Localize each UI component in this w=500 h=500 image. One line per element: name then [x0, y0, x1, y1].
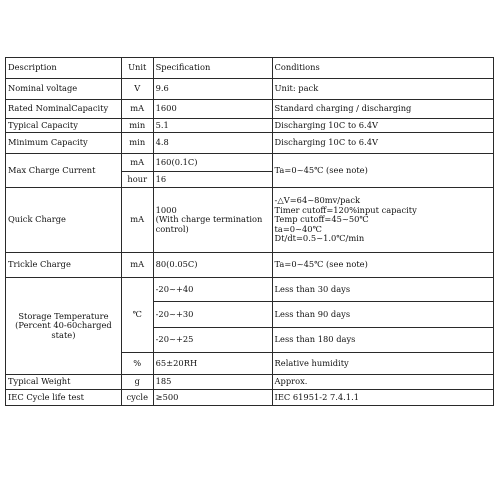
cell-unit: ℃	[121, 278, 153, 353]
table-row-nominal-voltage	[6, 79, 494, 100]
cell-description: Nominal voltage	[6, 79, 122, 100]
cell-conditions: IEC 61951-2 7.4.1.1	[272, 390, 493, 406]
header-description: Description	[6, 58, 122, 79]
cell-unit: %	[121, 353, 153, 375]
cell-conditions: Less than 90 days	[272, 302, 493, 328]
cell-spec: 185	[153, 375, 272, 390]
cell-description: Storage Temperature (Percent 40-60charged state)	[6, 278, 122, 375]
cell-unit: mA	[121, 100, 153, 119]
cell-spec: -20~+30	[153, 302, 272, 328]
cell-unit: hour	[121, 172, 153, 188]
cell-conditions: Standard charging / discharging	[272, 100, 493, 119]
table-row-storage-30-days	[6, 278, 494, 302]
cell-spec: 4.8	[153, 133, 272, 154]
cell-unit: min	[121, 133, 153, 154]
cell-spec: 160(0.1C)	[153, 154, 272, 172]
cell-spec: ≥500	[153, 390, 272, 406]
battery-spec-table	[5, 57, 494, 406]
cell-conditions: Relative humidity	[272, 353, 493, 375]
cell-spec: 16	[153, 172, 272, 188]
cell-conditions: Less than 30 days	[272, 278, 493, 302]
table-row-iec-cycle	[6, 390, 494, 406]
table-row-trickle-charge	[6, 253, 494, 278]
table-row-quick-charge	[6, 188, 494, 253]
cell-spec: 5.1	[153, 119, 272, 133]
cell-conditions: Approx.	[272, 375, 493, 390]
table-row-rated-capacity	[6, 100, 494, 119]
table-header-row	[6, 58, 494, 79]
header-unit: Unit	[121, 58, 153, 79]
cell-conditions: Discharging 10C to 6.4V	[272, 119, 493, 133]
cell-description: Minimum Capacity	[6, 133, 122, 154]
header-conditions: Conditions	[272, 58, 493, 79]
table-row-max-charge-current	[6, 154, 494, 172]
cell-conditions: Unit: pack	[272, 79, 493, 100]
cell-description: Quick Charge	[6, 188, 122, 253]
cell-conditions: Ta=0~45℃ (see note)	[272, 253, 493, 278]
table-row-typical-weight	[6, 375, 494, 390]
cell-unit: mA	[121, 154, 153, 172]
cell-description: IEC Cycle life test	[6, 390, 122, 406]
cell-description: Typical Capacity	[6, 119, 122, 133]
cell-description: Rated NominalCapacity	[6, 100, 122, 119]
cell-spec: 80(0.05C)	[153, 253, 272, 278]
cell-spec: 1000 (With charge termination control)	[153, 188, 272, 253]
cell-spec: 65±20RH	[153, 353, 272, 375]
cell-unit: min	[121, 119, 153, 133]
cell-description: Typical Weight	[6, 375, 122, 390]
cell-conditions: Discharging 10C to 6.4V	[272, 133, 493, 154]
cell-unit: mA	[121, 253, 153, 278]
cell-spec: -20~+40	[153, 278, 272, 302]
table-row-typical-capacity	[6, 119, 494, 133]
cell-spec: -20~+25	[153, 328, 272, 353]
cell-unit: g	[121, 375, 153, 390]
cell-spec: 9.6	[153, 79, 272, 100]
cell-unit: mA	[121, 188, 153, 253]
table-row-minimum-capacity	[6, 133, 494, 154]
cell-conditions: Less than 180 days	[272, 328, 493, 353]
cell-conditions: Ta=0~45℃ (see note)	[272, 154, 493, 188]
cell-unit: V	[121, 79, 153, 100]
header-specification: Specification	[153, 58, 272, 79]
cell-description: Max Charge Current	[6, 154, 122, 188]
cell-description: Trickle Charge	[6, 253, 122, 278]
cell-spec: 1600	[153, 100, 272, 119]
cell-conditions: -△V=64~80mv/pack Timer cutoff=120%input capacity Temp cutoff=45~50℃ ta=0~40℃ Dt/dt=0.5~1.0℃/min	[272, 188, 493, 253]
cell-unit: cycle	[121, 390, 153, 406]
